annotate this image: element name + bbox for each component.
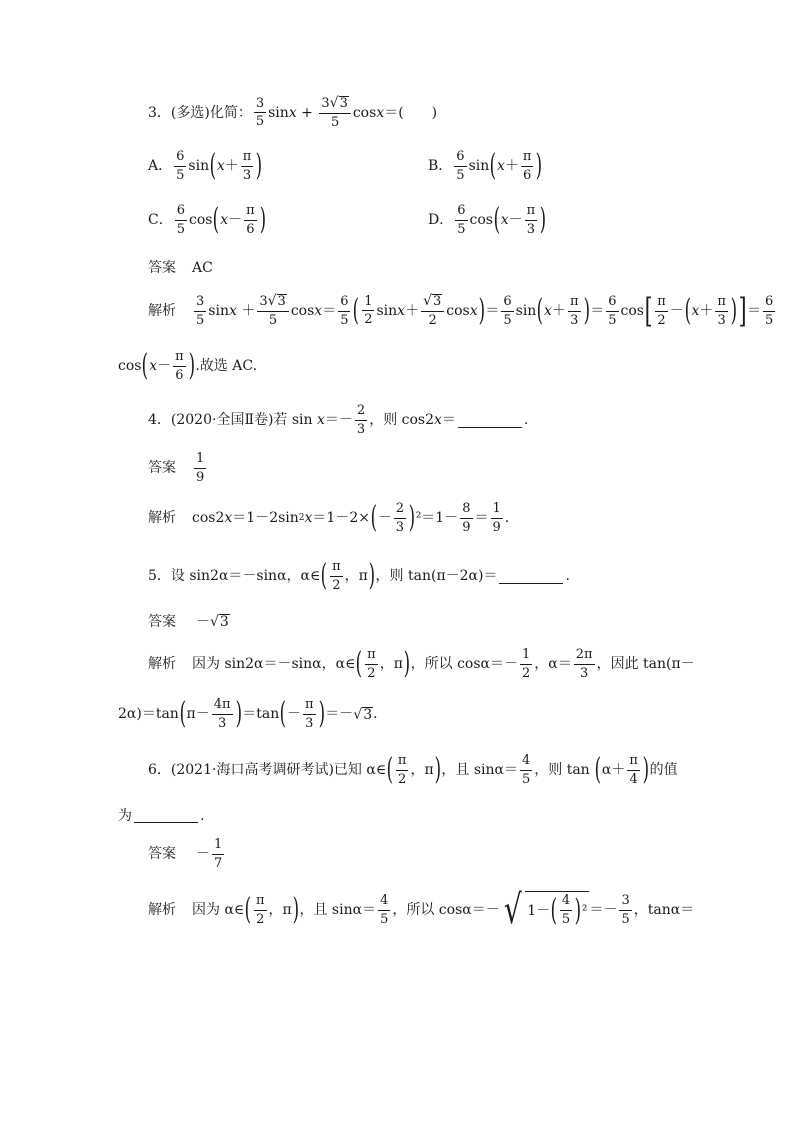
q6-solution: 解析 因为 α∈ ( π 2 ，π ) ，且 sinα＝ 4 5 ，所以 cosα＝－ √ 1－ ( 4 5 ) ² ＝－ 3 5 ，tanα＝ <box>148 887 695 933</box>
q3-stem: 3．(多选)化简： 3 5 sin x + 3 √ 3 5 cos x ＝( ) <box>148 95 438 130</box>
q4-answer-blank[interactable] <box>458 413 522 428</box>
q6-answer: 答案 － 1 7 <box>148 837 223 871</box>
q5-answer: 答案 － √ 3 <box>148 613 229 630</box>
q6-stem-line2: 为 . <box>118 807 205 824</box>
q3-option-a[interactable]: A． 6 5 sin ( x ＋ π 3 ) <box>148 148 263 184</box>
q5-stem: 5．设 sin2α＝－sinα，α∈ ( π 2 ，π ) ，则 tan(π－2α)＝ . <box>148 558 570 594</box>
q6-answer-blank[interactable] <box>134 808 198 823</box>
q3-solution: 解析 3 5 sin x ＋ 3 √ 3 5 cos x ＝ 6 5 ( 1 2 sin x ＋ √ 3 2 cos x ) ＝ 6 5 sin ( x ＋ π 3 ) ＝ 6 5 cos [ π 2 － ( x ＋ π 3 ) ] ＝ 6 5 <box>148 291 774 331</box>
q3-option-b[interactable]: B． 6 5 sin ( x ＋ π 6 ) <box>428 148 543 184</box>
q3-option-c[interactable]: C． 6 5 cos ( x － π 6 ) <box>148 202 266 238</box>
q5-answer-blank[interactable] <box>499 569 563 584</box>
q5-solution: 解析 因为 sin2α＝－sinα，α∈ ( π 2 ，π ) ，所以 cosα＝－ 1 2 ，α＝ 2π 3 ，因此 tan(π－ <box>148 646 695 682</box>
q6-stem: 6．(2021·海口高考调研考试)已知 α∈ ( π 2 ，π ) ，且 sinα＝ 4 5 ，则 tan ( α＋ π 4 ) 的值 <box>148 752 678 788</box>
q3-option-d[interactable]: D． 6 5 cos ( x － π 3 ) <box>428 202 547 238</box>
q5-solution-line2: 2α)＝tan ( π－ 4π 3 ) ＝tan ( － π 3 ) ＝－ √ 3 . <box>118 696 378 732</box>
q3-solution-line2: cos ( x － π 6 ) .故选 AC. <box>118 348 258 384</box>
q4-solution: 解析 cos2 x ＝1－2sin 2 x ＝1－2× ( － 2 3 ) ²＝1－ 8 9 ＝ 1 9 . <box>148 500 510 536</box>
q3-answer: 答案 AC <box>148 260 213 276</box>
q4-stem: 4．(2020·全国Ⅱ卷)若 sin x ＝－ 2 3 ，则 cos2 x ＝ . <box>148 403 529 437</box>
q4-answer: 答案 1 9 <box>148 451 205 485</box>
